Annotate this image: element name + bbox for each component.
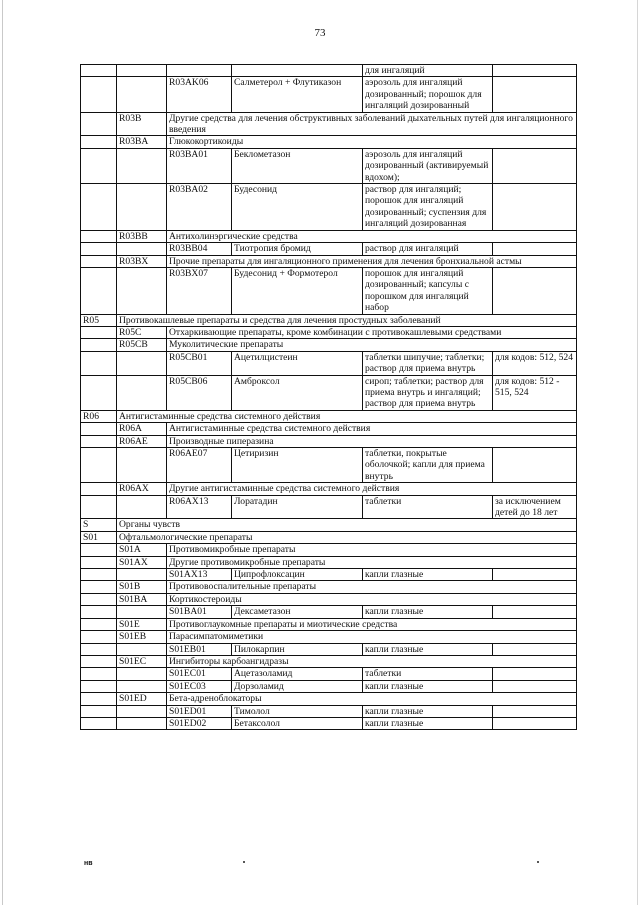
group-title: Противокашлевые препараты и средства для лечения простудных заболеваний xyxy=(117,314,577,326)
note-cell xyxy=(493,705,577,717)
table-row xyxy=(81,680,577,692)
note-cell xyxy=(493,717,577,729)
dosage-form-cell: сироп; таблетки; раствор для приема внутрь и ингаляций; раствор для приема внутрь xyxy=(363,375,493,410)
group-code-cell xyxy=(81,680,117,692)
group-code-cell xyxy=(81,112,117,136)
table-row xyxy=(81,544,577,556)
drug-name-cell: Будесонид + Формотерол xyxy=(232,267,363,314)
dosage-form-cell: раствор для ингаляций xyxy=(363,243,493,255)
subgroup-code-cell: S01A xyxy=(117,544,167,556)
subgroup-code-cell xyxy=(117,668,167,680)
subgroup-code-cell xyxy=(117,643,167,655)
table-row xyxy=(81,267,577,314)
group-title: Антигистаминные средства системного действия xyxy=(167,423,577,435)
drug-name-cell: Бетаксолол xyxy=(232,717,363,729)
drug-list-table xyxy=(80,64,577,730)
table-row xyxy=(81,148,577,183)
note-cell: для кодов: 512, 524 xyxy=(493,351,577,375)
dosage-form-cell: аэрозоль для ингаляций дозированный; порошок для ингаляций дозированный xyxy=(363,77,493,112)
table-row xyxy=(81,77,577,112)
group-code-cell xyxy=(81,148,117,183)
group-title: Парасимпатомиметики xyxy=(167,631,577,643)
atc-code-cell: R03BA02 xyxy=(167,184,232,231)
atc-code-cell: S01ED02 xyxy=(167,717,232,729)
group-title: Прочие препараты для ингаляционного применения для лечения бронхиальной астмы xyxy=(167,255,577,267)
drug-name-cell: Тимолол xyxy=(232,705,363,717)
drug-name-cell: Беклометазон xyxy=(232,148,363,183)
atc-code-cell: R06AX13 xyxy=(167,495,232,519)
footer-mark: нв xyxy=(84,860,93,867)
table-row xyxy=(81,230,577,242)
table-row xyxy=(81,593,577,605)
atc-code-cell: S01EB01 xyxy=(167,643,232,655)
group-code-cell xyxy=(81,423,117,435)
table-row xyxy=(81,136,577,148)
group-code-cell xyxy=(81,705,117,717)
drug-name-cell: Дорзоламид xyxy=(232,680,363,692)
subgroup-code-cell xyxy=(117,267,167,314)
group-title: Другие противомикробные препараты xyxy=(167,556,577,568)
atc-code-cell: R05CB01 xyxy=(167,351,232,375)
subgroup-code-cell xyxy=(117,495,167,519)
atc-code-cell: R03BX07 xyxy=(167,267,232,314)
table-row xyxy=(81,643,577,655)
drug-name-cell: Пилокарпин xyxy=(232,643,363,655)
group-code-cell: R06 xyxy=(81,410,117,422)
dosage-form-cell: капли глазные xyxy=(363,643,493,655)
table-row xyxy=(81,448,577,483)
drug-name-cell: Будесонид xyxy=(232,184,363,231)
drug-name-cell: Салметерол + Флутиказон xyxy=(232,77,363,112)
drug-list-body xyxy=(81,65,577,730)
subgroup-code-cell xyxy=(117,77,167,112)
atc-code-cell: S01BA01 xyxy=(167,606,232,618)
group-title: Глюкокортикоиды xyxy=(167,136,577,148)
group-title: Органы чувств xyxy=(117,519,577,531)
note-cell xyxy=(493,680,577,692)
dosage-form-cell: аэрозоль для ингаляций дозированный (активируемый вдохом); xyxy=(363,148,493,183)
subgroup-code-cell xyxy=(117,184,167,231)
subgroup-code-cell: R06A xyxy=(117,423,167,435)
group-code-cell xyxy=(81,375,117,410)
note-cell xyxy=(493,77,577,112)
atc-code-cell xyxy=(167,65,232,77)
atc-code-cell: S01ED01 xyxy=(167,705,232,717)
atc-code-cell: S01EC01 xyxy=(167,668,232,680)
atc-code-cell: R03BB04 xyxy=(167,243,232,255)
subgroup-code-cell: S01ED xyxy=(117,693,167,705)
group-code-cell xyxy=(81,230,117,242)
group-title: Противовоспалительные препараты xyxy=(167,581,577,593)
group-code-cell xyxy=(81,448,117,483)
table-row xyxy=(81,112,577,136)
group-code-cell xyxy=(81,668,117,680)
table-row xyxy=(81,375,577,410)
table-row xyxy=(81,410,577,422)
table-row xyxy=(81,423,577,435)
table-row xyxy=(81,483,577,495)
group-code-cell xyxy=(81,556,117,568)
subgroup-code-cell: R06AX xyxy=(117,483,167,495)
group-code-cell xyxy=(81,65,117,77)
table-row xyxy=(81,255,577,267)
dosage-form-cell: таблетки xyxy=(363,668,493,680)
group-title: Ингибиторы карбоангидразы xyxy=(167,655,577,667)
dosage-form-cell: капли глазные xyxy=(363,606,493,618)
page-number: 73 xyxy=(314,27,326,39)
group-code-cell xyxy=(81,693,117,705)
group-code-cell xyxy=(81,544,117,556)
group-code-cell: S xyxy=(81,519,117,531)
table-row xyxy=(81,495,577,519)
drug-name-cell: Ацетазоламид xyxy=(232,668,363,680)
dosage-form-cell: раствор для ингаляций; порошок для ингаляций дозированный; суспензия для ингаляций дозированная xyxy=(363,184,493,231)
group-code-cell xyxy=(81,655,117,667)
table-row xyxy=(81,693,577,705)
group-title: Бета-адреноблокаторы xyxy=(167,693,577,705)
subgroup-code-cell: S01BA xyxy=(117,593,167,605)
group-title: Другие антигистаминные средства системного действия xyxy=(167,483,577,495)
note-cell xyxy=(493,243,577,255)
note-cell xyxy=(493,606,577,618)
group-title: Кортикостероиды xyxy=(167,593,577,605)
table-row xyxy=(81,631,577,643)
table-row xyxy=(81,668,577,680)
drug-name-cell: Дексаметазон xyxy=(232,606,363,618)
subgroup-code-cell xyxy=(117,243,167,255)
table-row xyxy=(81,435,577,447)
group-title: Антихолинэргические средства xyxy=(167,230,577,242)
note-cell xyxy=(493,643,577,655)
atc-code-cell: R05CB06 xyxy=(167,375,232,410)
subgroup-code-cell xyxy=(117,351,167,375)
atc-code-cell: S01EC03 xyxy=(167,680,232,692)
group-code-cell xyxy=(81,255,117,267)
group-title: Противоглаукомные препараты и миотические средства xyxy=(167,618,577,630)
table-row xyxy=(81,569,577,581)
subgroup-code-cell: R03BB xyxy=(117,230,167,242)
note-cell xyxy=(493,65,577,77)
subgroup-code-cell: R05CB xyxy=(117,339,167,351)
dosage-form-cell: для ингаляций xyxy=(363,65,493,77)
group-code-cell xyxy=(81,483,117,495)
note-cell xyxy=(493,569,577,581)
footer-dot xyxy=(243,861,245,863)
group-title: Офтальмологические препараты xyxy=(117,531,577,543)
subgroup-code-cell xyxy=(117,375,167,410)
group-code-cell xyxy=(81,77,117,112)
subgroup-code-cell: R03BX xyxy=(117,255,167,267)
scan-edge-right xyxy=(637,0,638,905)
note-cell: для кодов: 512 - 515, 524 xyxy=(493,375,577,410)
note-cell xyxy=(493,668,577,680)
dosage-form-cell: порошок для ингаляций дозированный; капсулы с порошком для ингаляций набор xyxy=(363,267,493,314)
table-row xyxy=(81,606,577,618)
group-title: Отхаркивающие препараты, кроме комбинации с противокашлевыми средствами xyxy=(167,326,577,338)
subgroup-code-cell: R03BA xyxy=(117,136,167,148)
table-row xyxy=(81,339,577,351)
dosage-form-cell: таблетки, покрытые оболочкой; капли для приема внутрь xyxy=(363,448,493,483)
group-code-cell xyxy=(81,581,117,593)
subgroup-code-cell xyxy=(117,448,167,483)
group-code-cell xyxy=(81,351,117,375)
drug-name-cell: Ацетилцистеин xyxy=(232,351,363,375)
subgroup-code-cell xyxy=(117,680,167,692)
table-row xyxy=(81,314,577,326)
atc-code-cell: R03AK06 xyxy=(167,77,232,112)
dosage-form-cell: капли глазные xyxy=(363,680,493,692)
subgroup-code-cell: S01E xyxy=(117,618,167,630)
group-code-cell xyxy=(81,593,117,605)
subgroup-code-cell: R03B xyxy=(117,112,167,136)
dosage-form-cell: таблетки шипучие; таблетки; раствор для приема внутрь xyxy=(363,351,493,375)
group-code-cell xyxy=(81,495,117,519)
drug-name-cell: Амброксол xyxy=(232,375,363,410)
group-code-cell xyxy=(81,184,117,231)
atc-code-cell: S01AX13 xyxy=(167,569,232,581)
subgroup-code-cell: S01AX xyxy=(117,556,167,568)
dosage-form-cell: капли глазные xyxy=(363,569,493,581)
note-cell: за исключением детей до 18 лет xyxy=(493,495,577,519)
subgroup-code-cell xyxy=(117,65,167,77)
group-code-cell: S01 xyxy=(81,531,117,543)
group-title: Производные пиперазина xyxy=(167,435,577,447)
table-row xyxy=(81,243,577,255)
group-code-cell: R05 xyxy=(81,314,117,326)
subgroup-code-cell: R05C xyxy=(117,326,167,338)
drug-name-cell: Тиотропия бромид xyxy=(232,243,363,255)
table-row xyxy=(81,556,577,568)
drug-name-cell: Цетиризин xyxy=(232,448,363,483)
table-row xyxy=(81,705,577,717)
atc-code-cell: R03BA01 xyxy=(167,148,232,183)
group-code-cell xyxy=(81,569,117,581)
note-cell xyxy=(493,448,577,483)
table-row xyxy=(81,326,577,338)
scan-edge-left xyxy=(2,0,3,905)
group-code-cell xyxy=(81,136,117,148)
group-code-cell xyxy=(81,717,117,729)
subgroup-code-cell xyxy=(117,606,167,618)
group-code-cell xyxy=(81,267,117,314)
drug-name-cell: Лоратадин xyxy=(232,495,363,519)
drug-name-cell: Ципрофлоксацин xyxy=(232,569,363,581)
dosage-form-cell: таблетки xyxy=(363,495,493,519)
drug-name-cell xyxy=(232,65,363,77)
group-title: Муколитические препараты xyxy=(167,339,577,351)
note-cell xyxy=(493,184,577,231)
group-code-cell xyxy=(81,339,117,351)
subgroup-code-cell: S01EB xyxy=(117,631,167,643)
group-title: Противомикробные препараты xyxy=(167,544,577,556)
group-code-cell xyxy=(81,643,117,655)
table-row xyxy=(81,519,577,531)
group-title: Другие средства для лечения обструктивных заболеваний дыхательных путей для ингаляционного введения xyxy=(167,112,577,136)
table-row xyxy=(81,531,577,543)
group-code-cell xyxy=(81,435,117,447)
table-row xyxy=(81,655,577,667)
group-code-cell xyxy=(81,326,117,338)
subgroup-code-cell xyxy=(117,705,167,717)
group-code-cell xyxy=(81,631,117,643)
footer-dot xyxy=(537,861,539,863)
dosage-form-cell: капли глазные xyxy=(363,705,493,717)
subgroup-code-cell xyxy=(117,148,167,183)
subgroup-code-cell: S01B xyxy=(117,581,167,593)
group-code-cell xyxy=(81,618,117,630)
table-row xyxy=(81,65,577,77)
group-title: Антигистаминные средства системного действия xyxy=(117,410,577,422)
table-row xyxy=(81,581,577,593)
table-row xyxy=(81,184,577,231)
group-code-cell xyxy=(81,243,117,255)
group-code-cell xyxy=(81,606,117,618)
note-cell xyxy=(493,267,577,314)
table-row xyxy=(81,351,577,375)
subgroup-code-cell: R06AE xyxy=(117,435,167,447)
note-cell xyxy=(493,148,577,183)
dosage-form-cell: капли глазные xyxy=(363,717,493,729)
subgroup-code-cell xyxy=(117,569,167,581)
atc-code-cell: R06AE07 xyxy=(167,448,232,483)
table-row xyxy=(81,717,577,729)
table-row xyxy=(81,618,577,630)
subgroup-code-cell: S01EC xyxy=(117,655,167,667)
subgroup-code-cell xyxy=(117,717,167,729)
